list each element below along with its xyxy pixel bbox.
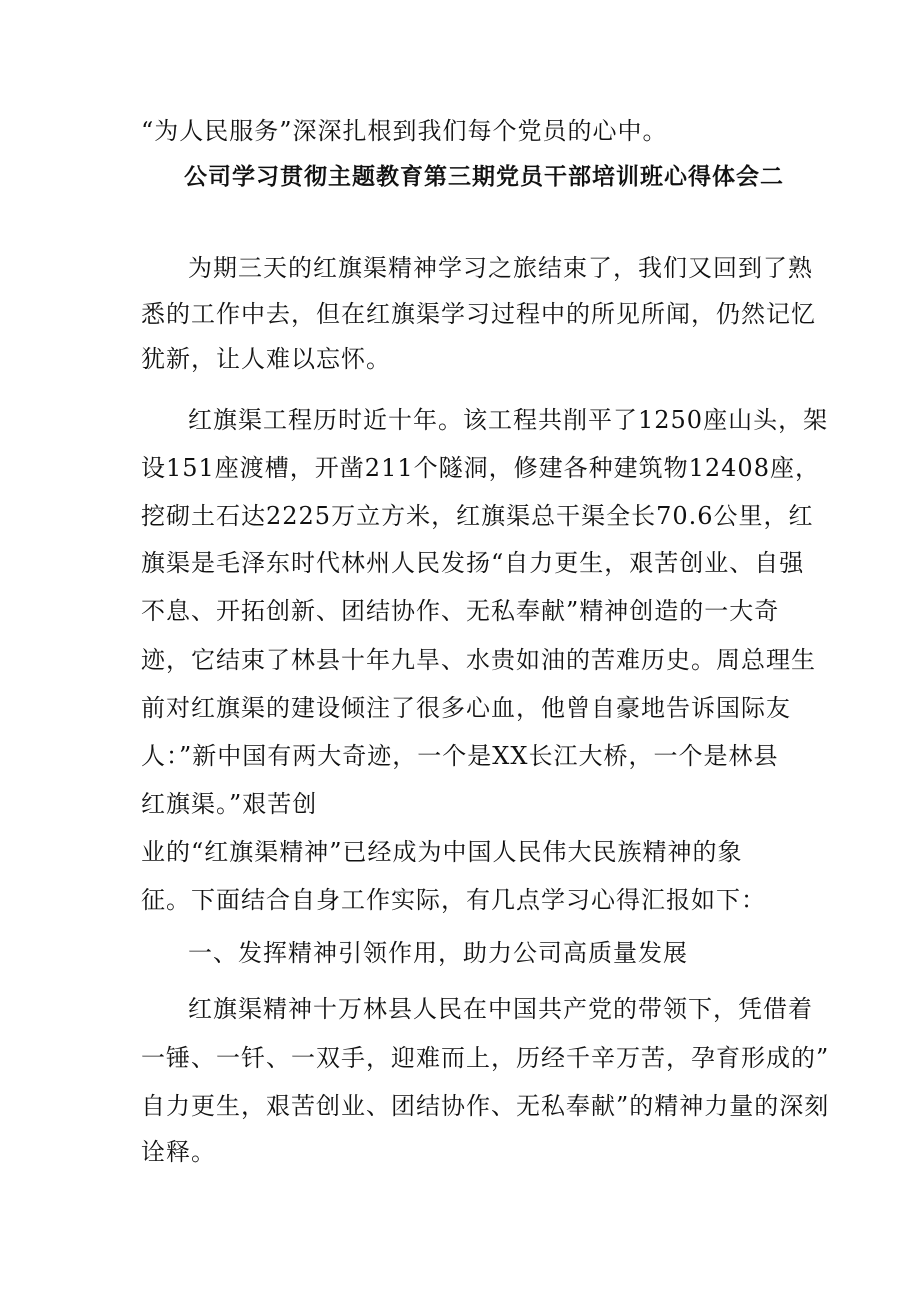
paragraph-2-line-9: 红旗渠。”艰苦创 [141, 790, 318, 818]
section-title: 公司学习贯彻主题教育第三期党员干部培训班心得体会二 [184, 163, 784, 190]
paragraph-2-line-1: 红旗渠工程历时近十年。该工程共削平了1250座山头，架 [188, 406, 829, 434]
paragraph-2-line-7: 前对红旗渠的建设倾注了很多心血，他曾自豪地告诉国际友 [141, 694, 791, 722]
paragraph-1-line-3: 犹新，让人难以忘怀。 [141, 345, 391, 373]
paragraph-3-line-1: 红旗渠精神十万林县人民在中国共产党的带领下，凭借着 [188, 995, 813, 1023]
paragraph-2-line-10: 业的“红旗渠精神”已经成为中国人民伟大民族精神的象 [141, 838, 743, 866]
paragraph-2-line-3: 挖砌土石达2225万立方米，红旗渠总干渠全长70.6公里，红 [141, 502, 814, 530]
paragraph-3-line-3: 自力更生，艰苦创业、团结协作、无私奉献”的精神力量的深刻 [141, 1092, 830, 1120]
paragraph-1-line-1: 为期三天的红旗渠精神学习之旅结束了，我们又回到了熟 [188, 254, 813, 282]
subheading-1: 一、发挥精神引领作用，助力公司高质量发展 [188, 939, 688, 967]
paragraph-2-line-2: 设151座渡槽，开凿211个隧洞，修建各种建筑物12408座， [141, 454, 820, 482]
paragraph-2-line-6: 迹，它结束了林县十年九旱、水贵如油的苦难历史。周总理生 [141, 646, 816, 674]
paragraph-end-line: “为人民服务”深深扎根到我们每个党员的心中。 [141, 117, 668, 145]
paragraph-3-line-4: 诠释。 [141, 1138, 216, 1166]
paragraph-1-line-2: 悉的工作中去，但在红旗渠学习过程中的所见所闻，仍然记忆 [141, 300, 816, 328]
paragraph-3-line-2: 一锤、一钎、一双手，迎难而上，历经千辛万苦，孕育形成的” [141, 1044, 830, 1072]
paragraph-2-line-5: 不息、开拓创新、团结协作、无私奉献”精神创造的一大奇 [141, 597, 780, 625]
paragraph-2-line-4: 旗渠是毛泽东时代林州人民发扬“自力更生，艰苦创业、自强 [141, 549, 805, 577]
paragraph-2-line-8: 人：”新中国有两大奇迹，一个是XX长江大桥，一个是林县 [141, 742, 779, 770]
paragraph-2-line-11: 征。下面结合自身工作实际，有几点学习心得汇报如下： [141, 886, 766, 914]
